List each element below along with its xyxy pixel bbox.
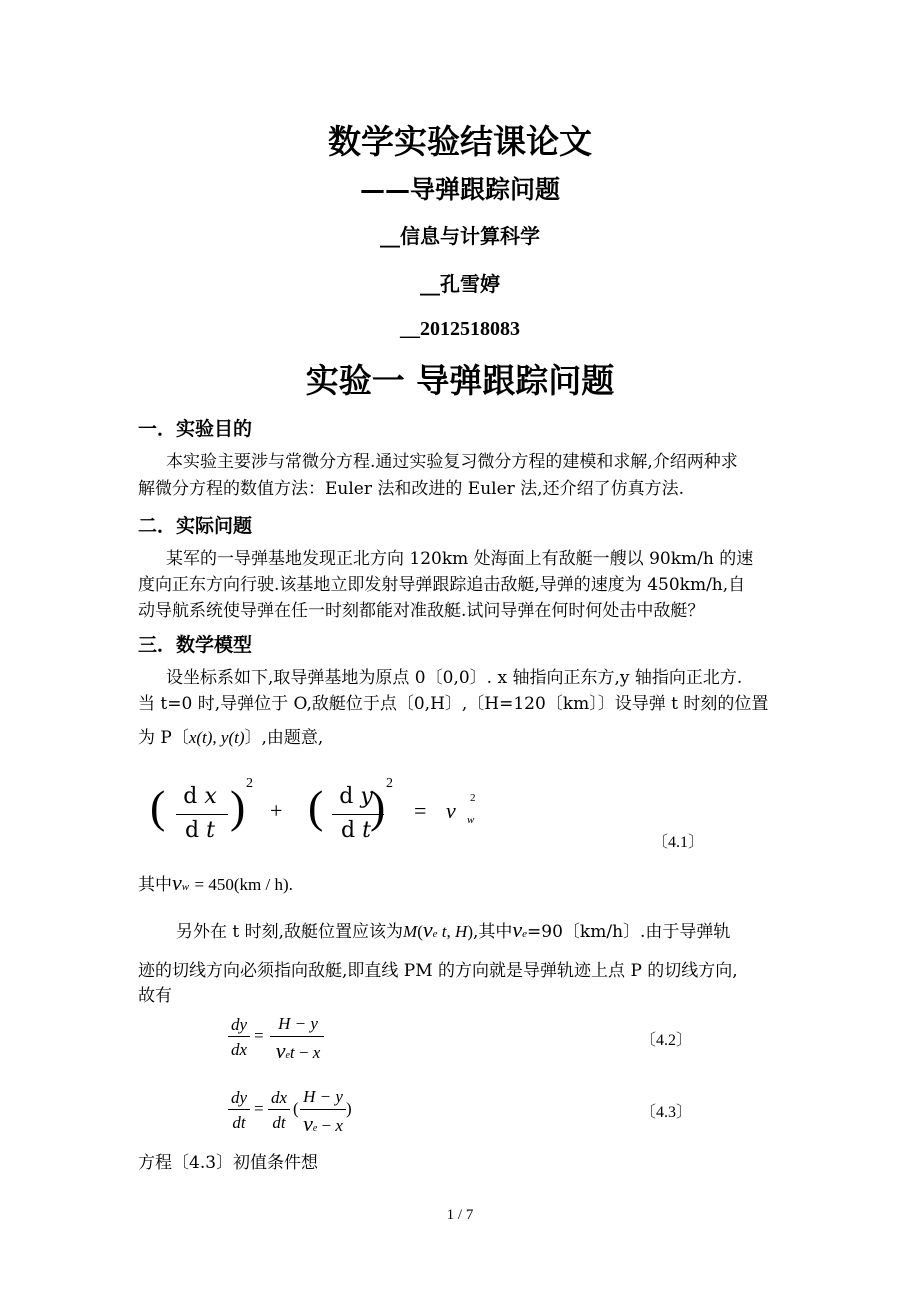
vw-line: 其中vw = 450(km / h). [138, 870, 293, 895]
page-number: 1 / 7 [446, 1207, 474, 1223]
model-line-3: 为 P〔x(t), y(t)〕,由题意, [138, 728, 324, 748]
therefore-text: 故有 [138, 986, 172, 1006]
section-heading-problem: 二．实际问题 [138, 515, 253, 537]
paper-subtitle: ——导弹跟踪问题 [359, 175, 560, 204]
student-id: __2012518083 [400, 318, 520, 340]
section-heading-purpose: 一．实验目的 [138, 418, 253, 440]
initial-condition-line: 方程〔4.3〕初值条件想 [138, 1153, 319, 1173]
model-line-1: 设坐标系如下,取导弹基地为原点 0〔0,0〕. x 轴指向正东方,y 轴指向正北方. [166, 668, 743, 688]
experiment-title: 实验一 导弹跟踪问题 [305, 361, 615, 400]
equation-4-2-number: 〔4.2〕 [640, 1032, 693, 1049]
tangent-line-text: 迹的切线方向必须指向敌艇,即直线 PM 的方向就是导弹轨迹上点 P 的切线方向, [138, 961, 738, 981]
enemy-position-line: 另外在 t 时刻,敌艇位置应该为M(ve t, H),其中ve=90〔km/h〕.由于导弹轨 [176, 917, 731, 942]
problem-line-2: 度向正东方向行驶.该基地立即发射导弹跟踪追击敌艇,导弹的速度为 450km/h,自 [138, 575, 746, 595]
model-line-2: 当 t=0 时,导弹位于 O,敌艇位于点〔0,H〕,〔H=120〔km〕〕设导弹 t 时刻的位置 [138, 694, 769, 714]
paper-title: 数学实验结课论文 [328, 122, 592, 161]
author-name: __孔雪婷 [420, 272, 500, 296]
section-heading-model: 三．数学模型 [138, 634, 253, 656]
problem-line-1: 某军的一导弹基地发现正北方向 120km 处海面上有敌艇一艘以 90km/h 的速 [166, 549, 754, 569]
equation-4-1-number: 〔4.1〕 [652, 834, 705, 851]
purpose-line-2: 解微分方程的数值方法：Euler 法和改进的 Euler 法,还介绍了仿真方法. [138, 479, 684, 499]
problem-line-3: 动导航系统使导弹在任一时刻都能对准敌艇.试问导弹在何时何处击中敌艇？ [138, 601, 705, 621]
purpose-line-1: 本实验主要涉与常微分方程.通过实验复习微分方程的建模和求解,介绍两种求 [166, 452, 738, 472]
author-major: __信息与计算科学 [380, 224, 540, 248]
equation-4-3-number: 〔4.3〕 [640, 1104, 693, 1121]
